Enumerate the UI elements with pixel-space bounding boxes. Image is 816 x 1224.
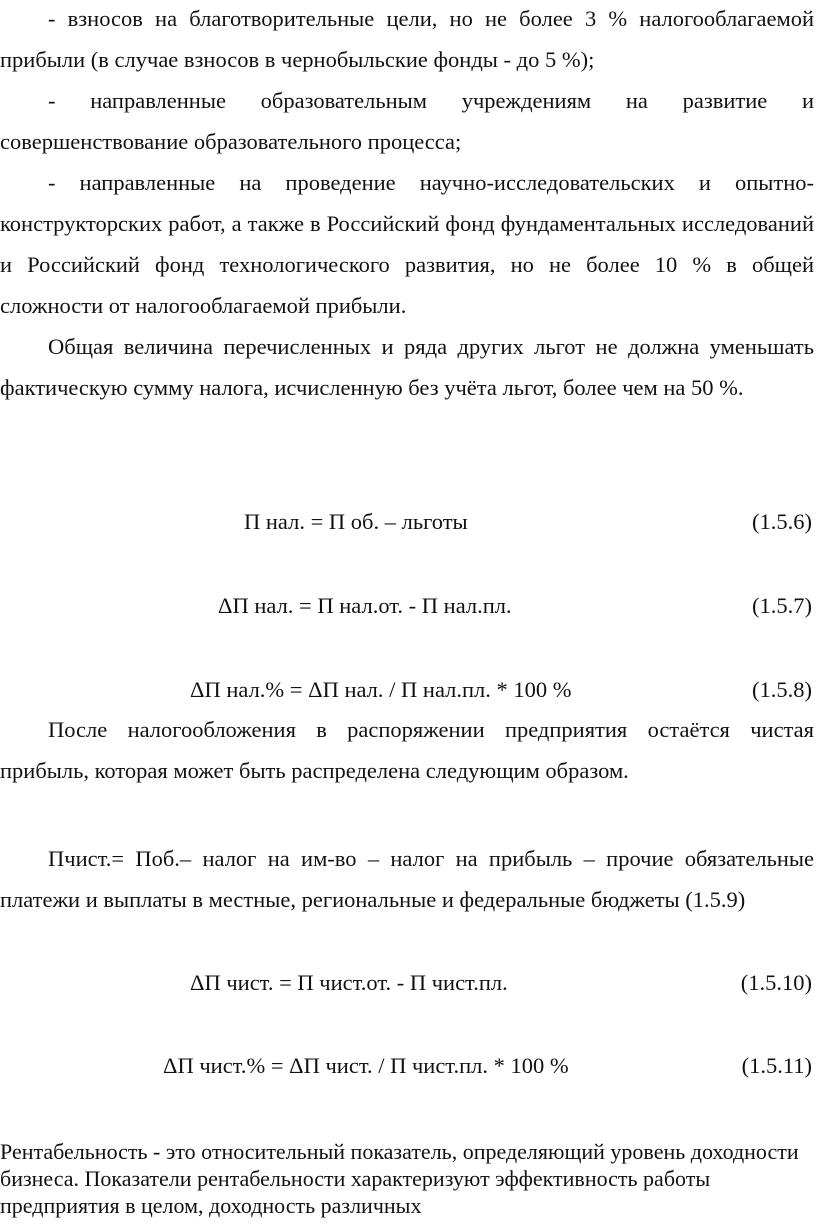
formula-1-5-8 <box>0 675 814 705</box>
formula-number: (1.5.7) <box>752 593 812 618</box>
paragraph-charity-contributions: - взносов на благотворительные цели, но не более 3 % налогооблагаемой прибыли (в случае взносов в чернобыльские фонды - до 5 %); <box>0 6 814 72</box>
formula-1-5-6 <box>0 507 814 537</box>
formula-expression: ΔП чист. = П чист.от. - П чист.пл. <box>190 970 508 995</box>
paragraph-research-development: - направленные на проведение научно-исследовательских и опытно-конструкторских работ, а также в Российский фонд фундаментальных исследований и Российский фонд технологического развития, но не более 10 % в общей сложности от налогооблагаемой прибыли. <box>0 170 814 318</box>
formula-expression: П нал. = П об. – льготы <box>244 509 468 534</box>
formula-number: (1.5.8) <box>752 677 812 702</box>
formula-1-5-10 <box>0 968 814 998</box>
paragraph-benefits-limit: Общая величина перечисленных и ряда других льгот не должна уменьшать фактическую сумму налога, исчисленную без учёта льгот, более чем на 50 %. <box>0 334 814 400</box>
formula-number: (1.5.6) <box>752 509 812 534</box>
formula-expression: ΔП нал. = П нал.от. - П нал.пл. <box>218 593 512 618</box>
paragraph-educational-institutions: - направленные образовательным учреждениям на развитие и совершенствование образовательного процесса; <box>0 88 814 154</box>
formula-1-5-11 <box>0 1051 814 1081</box>
formula-1-5-7 <box>0 591 814 621</box>
paragraph-net-profit: После налогообложения в распоряжении предприятия остаётся чистая прибыль, которая может быть распределена следующим образом. <box>0 717 814 783</box>
formula-expression: ΔП нал.% = ΔП нал. / П нал.пл. * 100 % <box>190 677 572 702</box>
paragraph-profitability: Рентабельность - это относительный показатель, определяющий уровень доходности бизнеса. Показатели рентабельности характеризуют эффективность работы предприятия в целом, доходность различных <box>0 1139 799 1218</box>
formula-number: (1.5.11) <box>741 1053 812 1078</box>
formula-expression: ΔП чист.% = ΔП чист. / П чист.пл. * 100 % <box>163 1053 569 1078</box>
paragraph-net-profit-formula: Пчист.= Поб.– налог на им-во – налог на прибыль – прочие обязательные платежи и выплаты в местные, региональные и федеральные бюджеты (1.5.9) <box>0 846 814 912</box>
formula-number: (1.5.10) <box>740 970 812 995</box>
